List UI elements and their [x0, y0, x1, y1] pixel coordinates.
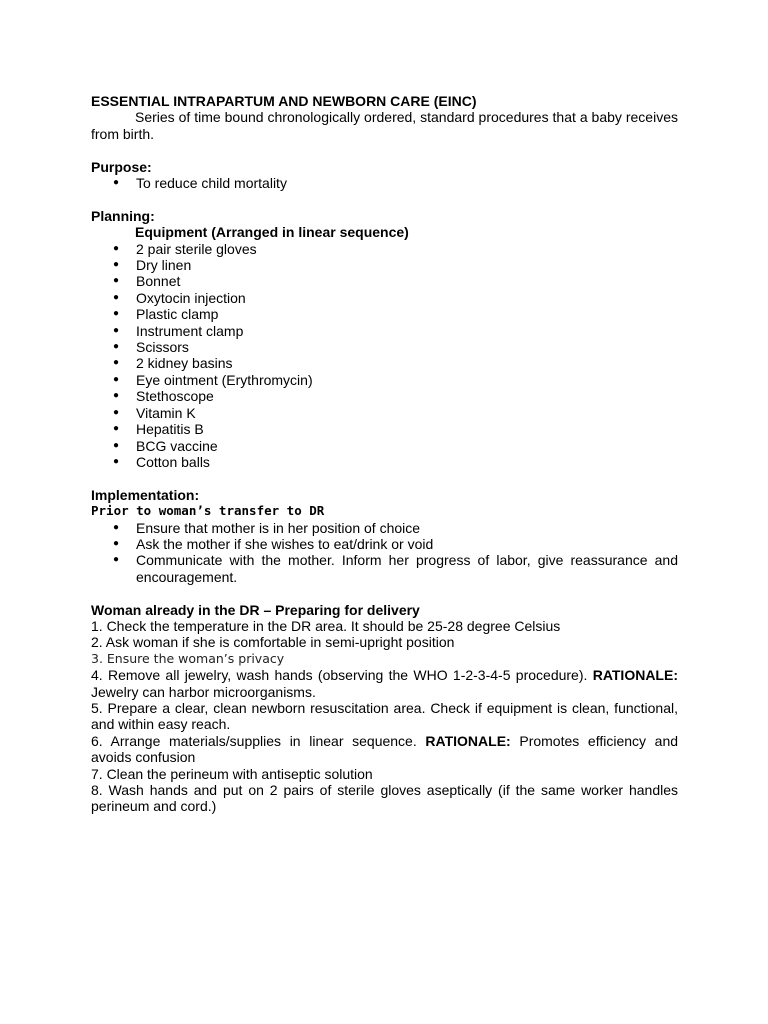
step-5: 5. Prepare a clear, clean newborn resuscitation area. Check if equipment is clean, functional, and within easy reach. — [91, 699, 678, 733]
bullet-icon: ● — [113, 357, 120, 369]
step-6: 6. Arrange materials/supplies in linear sequence. RATIONALE: Promotes efficiency and avoids confusion — [91, 732, 679, 766]
list-item: ● Ensure that mother is in her position of choice — [113, 519, 421, 536]
equipment-list — [91, 241, 678, 471]
bullet-icon: ● — [113, 373, 120, 385]
equipment-subheading: Equipment (Arranged in linear sequence) — [135, 224, 409, 241]
list-item: ● 2 pair sterile gloves — [113, 240, 257, 257]
purpose-heading: Purpose: — [91, 158, 152, 175]
list-item: ● Vitamin K — [113, 404, 196, 421]
delivery-heading: Woman already in the DR – Preparing for delivery — [91, 601, 420, 618]
list-item: ● Ask the mother if she wishes to eat/drink or void — [113, 535, 434, 552]
list-item: ● Bonnet — [113, 273, 181, 290]
bullet-icon: ● — [113, 242, 120, 254]
list-item: ● Dry linen — [113, 257, 192, 274]
list-item: ● Scissors — [113, 339, 189, 356]
list-item: ● Oxytocin injection — [113, 289, 246, 306]
implementation-list — [91, 520, 678, 586]
bullet-icon: ● — [113, 390, 120, 402]
bullet-icon: ● — [113, 537, 120, 549]
step-1: 1. Check the temperature in the DR area. It should be 25-28 degree Celsius — [91, 617, 561, 634]
list-item: ● Communicate with the mother. Inform her progress of labor, give reassurance and encouragement. — [113, 552, 678, 585]
list-item: ● Cotton balls — [113, 453, 210, 470]
list-item: ● Stethoscope — [113, 388, 214, 405]
implementation-heading: Implementation: — [91, 486, 200, 503]
list-item: ● 2 kidney basins — [113, 355, 233, 372]
bullet-icon: ● — [113, 554, 120, 566]
bullet-icon: ● — [113, 291, 120, 303]
bullet-icon: ● — [113, 423, 120, 435]
bullet-icon: ● — [113, 406, 120, 418]
list-item: ● Eye ointment (Erythromycin) — [113, 371, 313, 388]
bullet-icon: ● — [113, 455, 120, 467]
bullet-icon: ● — [113, 259, 120, 271]
bullet-icon: ● — [113, 324, 120, 336]
bullet-icon: ● — [113, 439, 120, 451]
step-7: 7. Clean the perineum with antiseptic solution — [91, 765, 373, 782]
step-3: 3. Ensure the woman’s privacy — [91, 650, 285, 666]
planning-heading: Planning: — [91, 207, 155, 224]
list-item: ● BCG vaccine — [113, 437, 218, 454]
intro-paragraph: Series of time bound chronologically ordered, standard procedures that a baby receives from birth. — [91, 109, 678, 142]
transfer-subheading: Prior to woman’s transfer to DR — [91, 503, 325, 519]
list-item: ● Hepatitis B — [113, 421, 204, 438]
purpose-list — [91, 175, 678, 191]
bullet-icon: ● — [113, 275, 120, 287]
step-4: 4. Remove all jewelry, wash hands (observing the WHO 1-2-3-4-5 procedure). RATIONALE: Jewelry can harbor microorganisms. — [91, 667, 678, 700]
step-8: 8. Wash hands and put on 2 pairs of sterile gloves aseptically (if the same worker handles perineum and cord.) — [91, 782, 678, 815]
list-item: ● To reduce child mortality — [113, 175, 287, 192]
list-item: ● Instrument clamp — [113, 322, 244, 339]
document-title: ESSENTIAL INTRAPARTUM AND NEWBORN CARE (EINC) — [91, 93, 477, 109]
step-2: 2. Ask woman if she is comfortable in semi-upright position — [91, 634, 455, 651]
bullet-icon: ● — [113, 308, 120, 320]
list-item: ● Plastic clamp — [113, 306, 219, 323]
bullet-icon: ● — [113, 521, 120, 533]
delivery-steps — [91, 618, 678, 815]
rationale-label: RATIONALE: — [425, 732, 511, 749]
bullet-icon: ● — [113, 341, 120, 353]
rationale-label: RATIONALE: — [592, 667, 678, 684]
bullet-icon: ● — [113, 177, 120, 189]
